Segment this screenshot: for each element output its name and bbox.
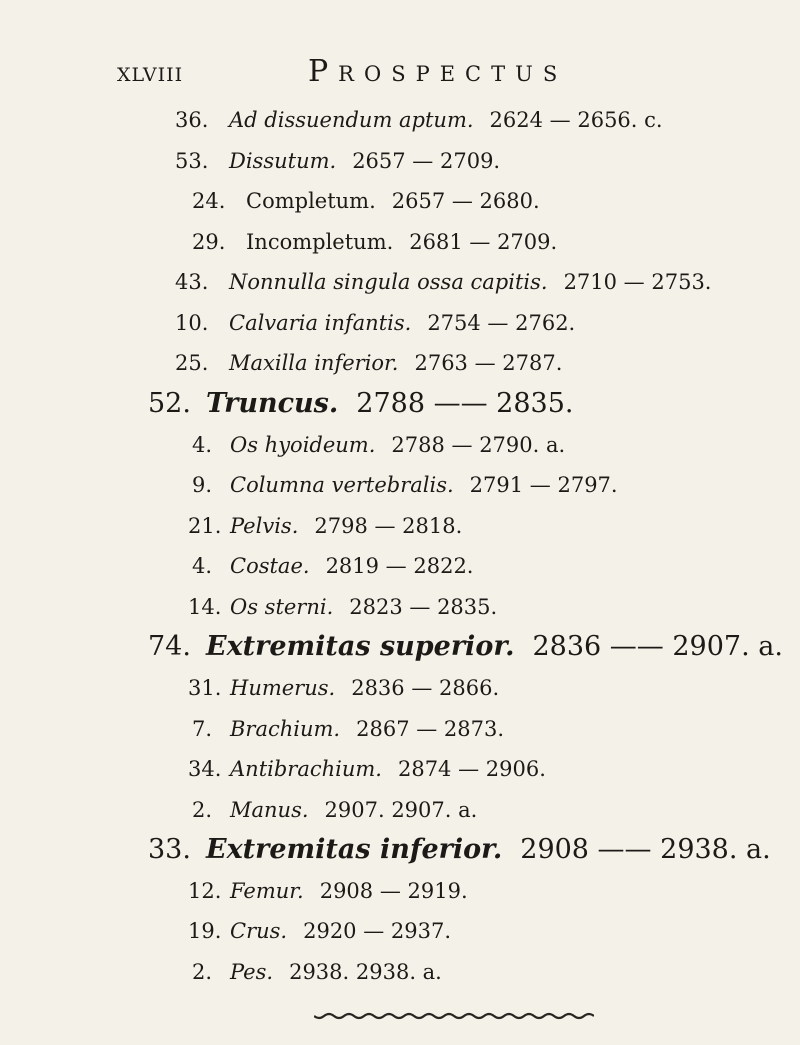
entry-range: 2907. 2907. a. (324, 797, 478, 822)
entry-count: 2. (192, 960, 213, 984)
entry-range: 2624 — 2656. c. (489, 108, 663, 132)
entry-range: 2657 — 2709. (352, 148, 501, 173)
entry-row (192, 230, 557, 254)
entry-label: Dissutum. (229, 148, 337, 173)
entry-count: 24. (192, 189, 226, 214)
entry-range: 2938. 2938. a. (289, 960, 442, 984)
entry-count: 43. (175, 270, 209, 295)
entry-label: Antibrachium. (230, 757, 382, 782)
entry-count: 7. (192, 716, 213, 741)
entry-count: 10. (175, 310, 209, 335)
page-number: XLVIII (117, 64, 184, 86)
entry-row (188, 879, 468, 903)
entry-row (188, 595, 497, 619)
entry-label: Os sterni. (230, 594, 334, 619)
entry-row (192, 798, 477, 822)
entry-range: 2710 — 2753. (563, 270, 712, 295)
entry-range: 2754 — 2762. (427, 310, 576, 335)
entry-count: 19. (188, 919, 222, 944)
entry-row (192, 189, 540, 213)
entry-row (192, 717, 504, 741)
section-count: 33. (148, 834, 191, 866)
entry-count: 31. (188, 676, 222, 700)
entry-range: 2920 — 2937. (303, 919, 452, 944)
entry-row (192, 960, 442, 984)
entry-range: 2681 — 2709. (409, 229, 558, 254)
entry-range: 2867 — 2873. (356, 716, 505, 741)
entry-row (188, 919, 451, 943)
entry-row (175, 149, 500, 173)
entry-count: 25. (175, 351, 209, 376)
entry-count: 29. (192, 229, 226, 254)
section-count: 52. (148, 388, 191, 419)
entry-row (188, 757, 546, 781)
entry-label: Incompletum. (246, 229, 394, 254)
entry-label: Pes. (230, 960, 274, 984)
entry-row (192, 554, 473, 578)
entry-count: 53. (175, 148, 209, 173)
entry-count: 36. (175, 108, 209, 132)
entry-label: Costae. (230, 554, 310, 579)
entry-range: 2819 — 2822. (325, 554, 474, 579)
entry-range: 2823 — 2835. (349, 594, 498, 619)
entry-label: Humerus. (230, 676, 336, 700)
entry-label: Ad dissuendum aptum. (229, 108, 474, 132)
entry-count: 4. (192, 554, 213, 579)
entry-range: 2874 — 2906. (397, 757, 546, 782)
entry-count: 2. (192, 797, 213, 822)
entry-range: 2763 — 2787. (414, 351, 563, 376)
entry-count: 9. (192, 473, 213, 498)
section-heading (148, 631, 783, 662)
section-label: Extremitas inferior. (206, 834, 503, 866)
entry-label: Os hyoideum. (230, 432, 376, 457)
running-title: Prospectus (308, 54, 568, 89)
entry-range: 2908 — 2919. (319, 878, 468, 903)
entry-label: Completum. (246, 189, 376, 214)
section-label: Extremitas superior. (206, 631, 515, 663)
entry-row (192, 473, 618, 497)
entry-range: 2791 — 2797. (469, 473, 618, 498)
entry-label: Maxilla inferior. (229, 351, 399, 376)
entry-label: Femur. (230, 878, 304, 903)
entry-range: 2798 — 2818. (314, 513, 463, 538)
entry-range: 2657 — 2680. (391, 189, 540, 214)
entry-range: 2788 — 2790. a. (391, 432, 566, 457)
entry-row (192, 433, 565, 457)
entry-count: 14. (188, 594, 222, 619)
entry-count: 21. (188, 513, 222, 538)
entry-label: Brachium. (230, 716, 341, 741)
entry-label: Manus. (230, 797, 309, 822)
entry-label: Columna vertebralis. (230, 473, 454, 498)
section-range: 2908 —— 2938. a. (520, 834, 771, 866)
entry-row (175, 351, 562, 375)
entry-range: 2836 — 2866. (351, 676, 500, 700)
entry-label: Calvaria infantis. (229, 310, 412, 335)
entry-count: 12. (188, 878, 222, 903)
entry-row (188, 514, 462, 538)
decorative-rule (314, 1010, 594, 1022)
section-heading (148, 834, 771, 865)
entry-label: Nonnulla singula ossa capitis. (229, 270, 548, 295)
entry-row (175, 311, 575, 335)
section-label: Truncus. (206, 388, 339, 419)
entry-row (175, 108, 663, 132)
section-range: 2788 —— 2835. (356, 388, 574, 419)
section-count: 74. (148, 631, 191, 663)
entry-label: Pelvis. (230, 513, 299, 538)
entry-row (175, 270, 711, 294)
entry-count: 34. (188, 757, 222, 782)
entry-count: 4. (192, 432, 213, 457)
section-heading (148, 388, 573, 419)
section-range: 2836 —— 2907. a. (532, 631, 783, 663)
entry-row (188, 676, 499, 700)
entry-label: Crus. (230, 919, 288, 944)
